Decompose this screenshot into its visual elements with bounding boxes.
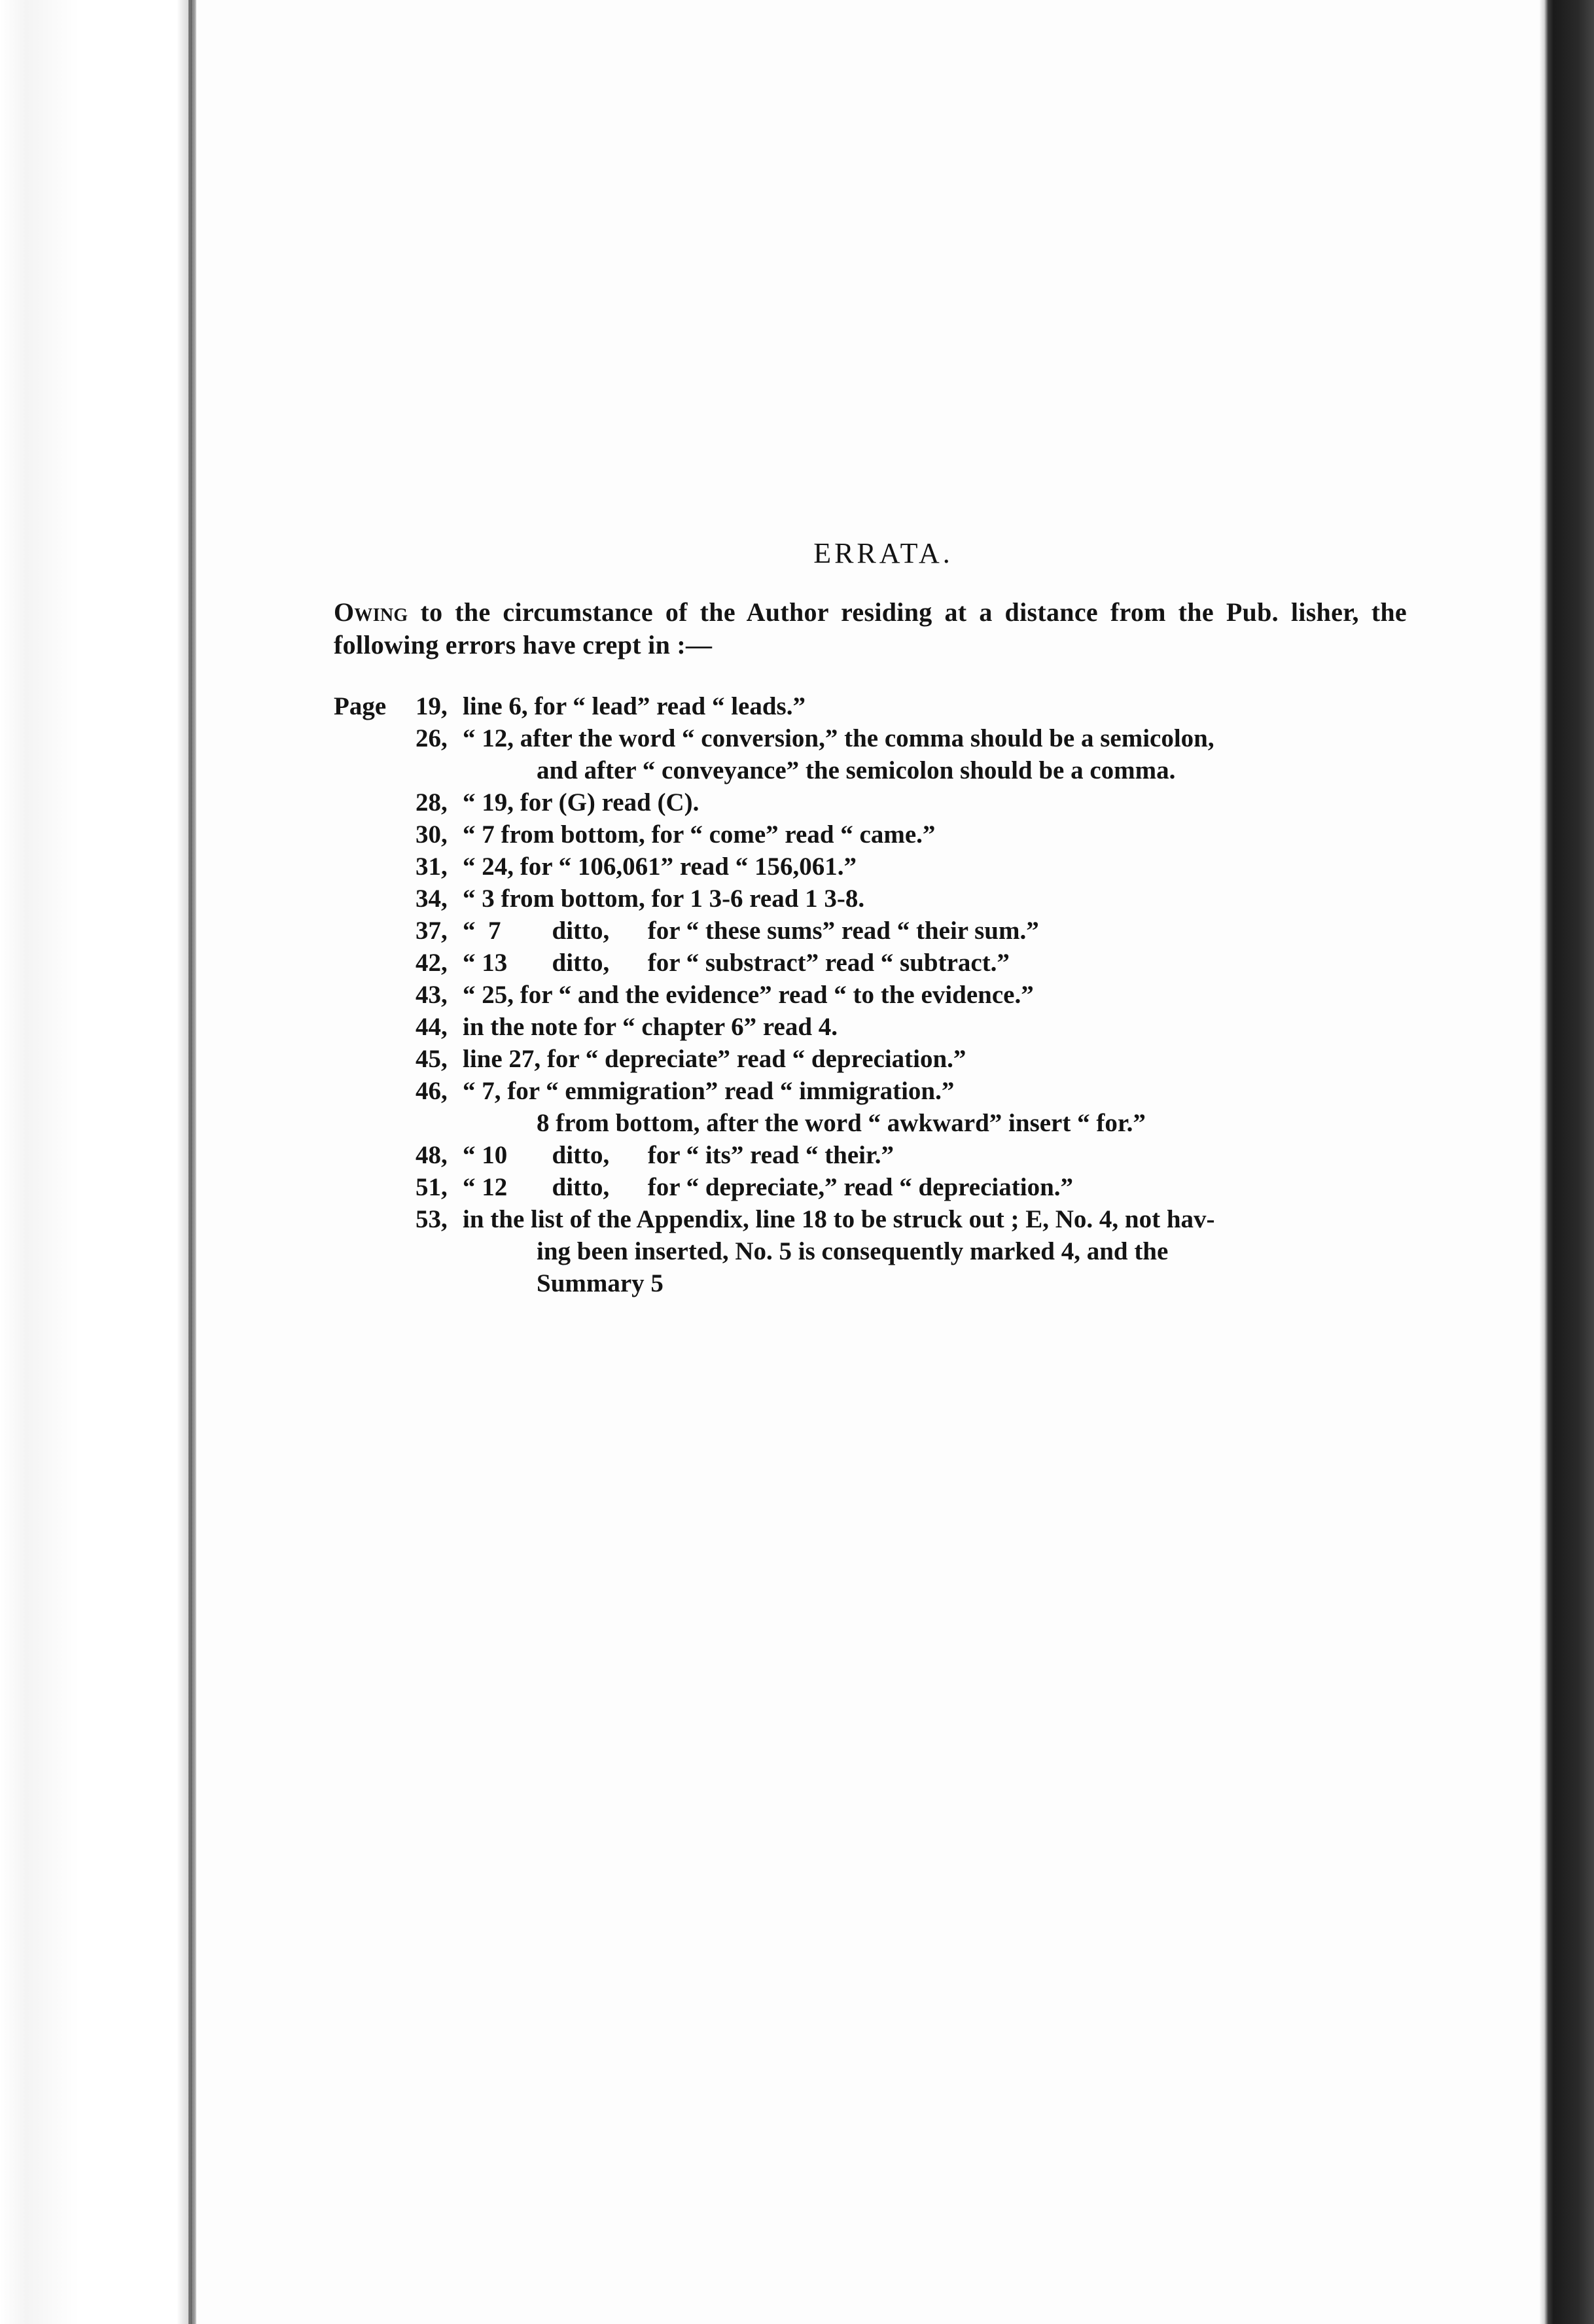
entry-lead: Page (334, 692, 387, 720)
entry-text: “ 12, after the word “ conversion,” the comma should be a semicolon, (463, 724, 1214, 752)
intro-first-word: Owing (334, 597, 408, 627)
errata-entry (334, 1139, 1407, 1171)
errata-entry (334, 1075, 1407, 1107)
entry-page: 37, (416, 917, 448, 945)
entry-text: “ 7 from bottom, for “ come” read “ came.” (463, 820, 936, 849)
entry-text: “ 13 ditto, for “ substract” read “ subtract.” (463, 949, 1010, 977)
errata-entry (334, 883, 1407, 915)
page-right-edge (1539, 0, 1594, 2324)
binding-line (188, 0, 192, 2324)
entry-text: “ 3 from bottom, for 1 3-6 read 1 3-8. (463, 885, 865, 913)
entry-continuation: and after “ conveyance” the semicolon should be a comma. (537, 756, 1176, 784)
errata-entry (334, 690, 1407, 722)
entry-page: 31, (416, 853, 448, 881)
entry-page: 51, (416, 1173, 448, 1201)
intro-text: to the circumstance of the Author residing at a distance from the Pub. lisher, the following errors have crept in :— (334, 597, 1407, 660)
errata-entry (334, 1011, 1407, 1043)
entry-text: “ 12 ditto, for “ depreciate,” read “ depreciation.” (463, 1173, 1074, 1201)
errata-entry (334, 915, 1407, 947)
errata-intro (334, 596, 1407, 661)
entry-page: 19, (416, 692, 448, 720)
entry-text: in the note for “ chapter 6” read 4. (463, 1013, 838, 1041)
entry-continuation: 8 from bottom, after the word “ awkward” insert “ for.” (537, 1109, 1146, 1137)
entry-text: “ 10 ditto, for “ its” read “ their.” (463, 1141, 894, 1169)
errata-entry (334, 819, 1407, 851)
entry-page: 46, (416, 1077, 448, 1105)
errata-entry (334, 851, 1407, 883)
errata-entry (334, 1203, 1407, 1235)
entry-page: 26, (416, 724, 448, 752)
entry-page: 53, (416, 1205, 448, 1233)
entry-page: 30, (416, 820, 448, 849)
errata-list (334, 690, 1407, 1299)
entry-text: “ 7, for “ emmigration” read “ immigration.” (463, 1077, 955, 1105)
entry-text: line 6, for “ lead” read “ leads.” (463, 692, 806, 720)
binding-edge (0, 0, 196, 2324)
entry-continuation: ing been inserted, No. 5 is consequently marked 4, and the (537, 1237, 1169, 1265)
errata-entry (334, 722, 1407, 754)
entry-page: 42, (416, 949, 448, 977)
errata-entry (334, 979, 1407, 1011)
errata-title: ERRATA. (813, 537, 953, 569)
errata-entry (334, 947, 1407, 979)
errata-section (334, 537, 1407, 1299)
errata-entry (334, 1171, 1407, 1203)
errata-entry (334, 786, 1407, 819)
entry-page: 43, (416, 981, 448, 1009)
entry-page: 45, (416, 1045, 448, 1073)
entry-text: “ 25, for “ and the evidence” read “ to the evidence.” (463, 981, 1034, 1009)
entry-text: “ 19, for (G) read (C). (463, 788, 700, 817)
entry-page: 48, (416, 1141, 448, 1169)
entry-page: 34, (416, 885, 448, 913)
entry-page: 44, (416, 1013, 448, 1041)
entry-text: “ 7 ditto, for “ these sums” read “ their sum.” (463, 917, 1039, 945)
entry-text: line 27, for “ depreciate” read “ depreciation.” (463, 1045, 966, 1073)
errata-entry (334, 1043, 1407, 1075)
entry-continuation: Summary 5 (537, 1269, 664, 1297)
entry-text: in the list of the Appendix, line 18 to be struck out ; E, No. 4, not hav- (463, 1205, 1215, 1233)
entry-text: “ 24, for “ 106,061” read “ 156,061.” (463, 853, 857, 881)
entry-page: 28, (416, 788, 448, 817)
